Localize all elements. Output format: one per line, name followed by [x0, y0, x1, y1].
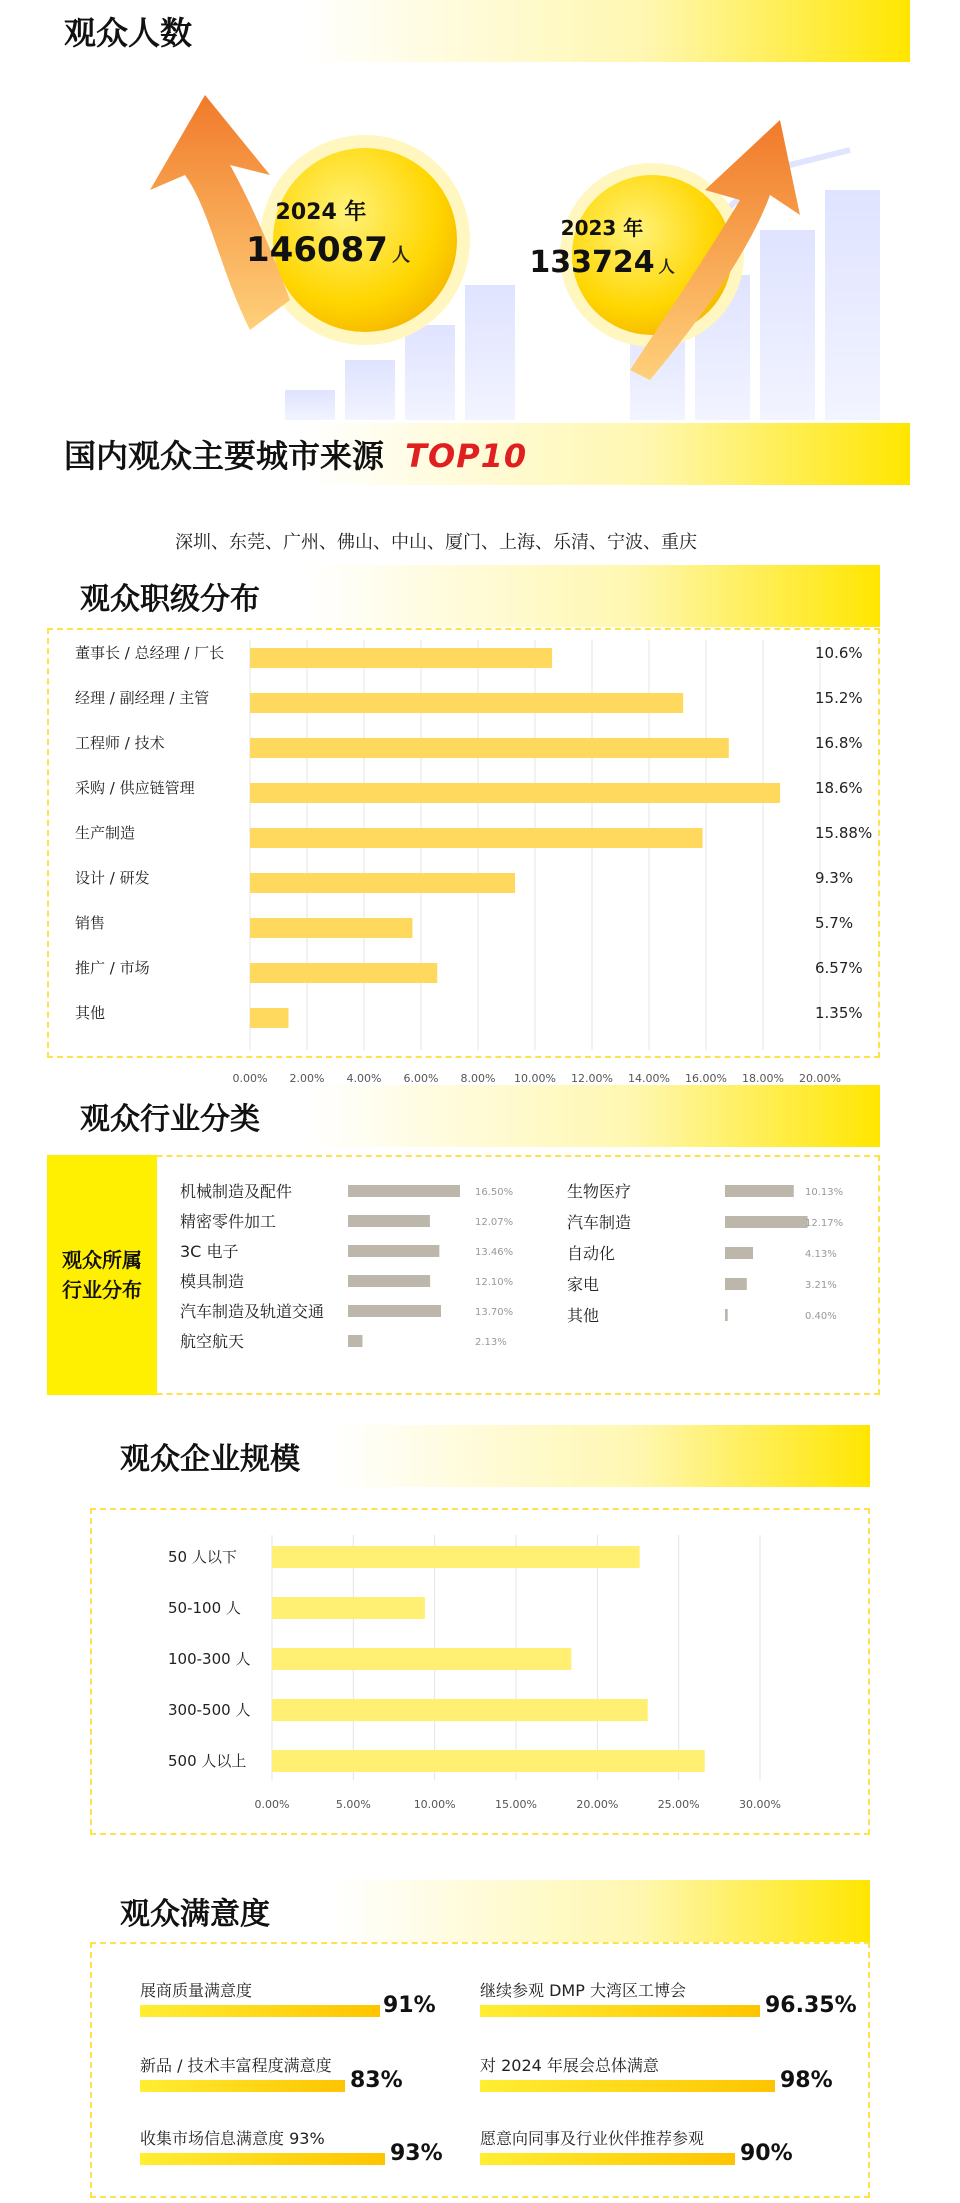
x-tick-label: 5.00%: [335, 1798, 371, 1811]
category-label: 其他: [75, 1004, 106, 1022]
x-tick-label: 4.00%: [346, 1072, 382, 1085]
category-label: 汽车制造及轨道交通: [180, 1302, 325, 1321]
value-label: 5.7%: [815, 914, 854, 932]
category-label: 工程师 / 技术: [75, 734, 165, 752]
value-label: 16.50%: [475, 1187, 514, 1198]
category-label: 生产制造: [75, 824, 136, 842]
top10-badge: TOP10: [405, 437, 528, 475]
value-label: 4.13%: [805, 1249, 837, 1260]
value-label: 18.6%: [815, 779, 863, 797]
satisfaction-title: 观众满意度: [120, 1897, 270, 1932]
bar: [272, 1546, 640, 1568]
value-label: 13.70%: [475, 1307, 514, 1318]
industry-title: 观众行业分类: [80, 1102, 260, 1137]
x-tick-label: 20.00%: [799, 1072, 841, 1085]
satisfaction-bar: [140, 2005, 380, 2017]
satisfaction-label: 收集市场信息满意度 93%: [140, 2129, 325, 2148]
category-label: 家电: [567, 1275, 600, 1294]
x-tick-label: 25.00%: [657, 1798, 700, 1811]
unit-label: 人: [658, 257, 675, 276]
value-label: 16.8%: [815, 734, 863, 752]
x-tick-label: 20.00%: [576, 1798, 619, 1811]
value-label: 15.2%: [815, 689, 863, 707]
category-label: 推广 / 市场: [75, 959, 150, 977]
satisfaction-value: 91%: [383, 1993, 436, 2018]
category-label: 500 人以上: [168, 1752, 247, 1770]
visitor-count-2023: 133724: [529, 245, 655, 280]
satisfaction-value: 93%: [390, 2141, 443, 2166]
category-label: 经理 / 副经理 / 主管: [75, 689, 210, 707]
satisfaction-value: 90%: [740, 2141, 793, 2166]
value-label: 13.46%: [475, 1247, 514, 1258]
category-label: 自动化: [567, 1244, 616, 1263]
cities-title-text: 国内观众主要城市来源: [64, 437, 385, 475]
satisfaction-value: 98%: [780, 2068, 833, 2093]
value-label: 2.13%: [475, 1337, 507, 1348]
value-label: 3.21%: [805, 1280, 837, 1291]
year-2024-label: 2024 年: [275, 200, 367, 225]
x-tick-label: 10.00%: [413, 1798, 456, 1811]
year-2023-label: 2023 年: [560, 216, 644, 240]
value-label: 15.88%: [815, 824, 873, 842]
bar: [272, 1750, 705, 1772]
satisfaction-label: 继续参观 DMP 大湾区工博会: [480, 1981, 686, 2000]
value-label: 12.07%: [475, 1217, 514, 1228]
satisfaction-bar: [480, 2080, 775, 2092]
satisfaction-label: 新品 / 技术丰富程度满意度: [140, 2056, 332, 2075]
bar: [272, 1699, 648, 1721]
bar: [272, 1597, 425, 1619]
satisfaction-label: 愿意向同事及行业伙伴推荐参观: [480, 2129, 705, 2148]
satisfaction-bar: [140, 2080, 345, 2092]
category-label: 采购 / 供应链管理: [75, 779, 195, 797]
satisfaction-bar: [480, 2005, 760, 2017]
x-tick-label: 30.00%: [739, 1798, 781, 1811]
x-tick-label: 12.00%: [571, 1072, 613, 1085]
category-label: 50 人以下: [168, 1548, 237, 1566]
category-label: 生物医疗: [567, 1182, 632, 1201]
x-tick-label: 15.00%: [495, 1798, 537, 1811]
value-label: 10.6%: [815, 644, 863, 662]
satisfaction-value: 96.35%: [765, 1993, 857, 2018]
category-label: 3C 电子: [180, 1242, 239, 1261]
category-label: 其他: [567, 1306, 600, 1325]
cities-list: 深圳、东莞、广州、佛山、中山、厦门、上海、乐清、宁波、重庆: [175, 532, 697, 553]
satisfaction-bar: [140, 2153, 385, 2165]
value-label: 1.35%: [815, 1004, 863, 1022]
category-label: 模具制造: [180, 1272, 245, 1291]
industry-side-label: 观众所属行业分布: [62, 1248, 142, 1302]
value-label: 10.13%: [805, 1187, 844, 1198]
value-label: 12.10%: [475, 1277, 514, 1288]
satisfaction-bar: [480, 2153, 735, 2165]
job-title: 观众职级分布: [80, 582, 260, 617]
x-tick-label: 10.00%: [514, 1072, 556, 1085]
x-tick-label: 18.00%: [742, 1072, 784, 1085]
satisfaction-header: [100, 1880, 870, 1942]
category-label: 设计 / 研发: [75, 869, 150, 887]
x-tick-label: 14.00%: [628, 1072, 670, 1085]
value-label: 6.57%: [815, 959, 863, 977]
x-tick-label: 16.00%: [685, 1072, 727, 1085]
x-tick-label: 0.00%: [254, 1798, 290, 1811]
category-label: 300-500 人: [168, 1701, 251, 1719]
x-tick-label: 2.00%: [289, 1072, 325, 1085]
unit-label: 人: [391, 245, 410, 266]
x-tick-label: 0.00%: [232, 1072, 268, 1085]
category-label: 汽车制造: [567, 1213, 632, 1232]
category-label: 50-100 人: [168, 1599, 241, 1617]
scale-title: 观众企业规模: [120, 1442, 300, 1477]
category-label: 董事长 / 总经理 / 厂长: [75, 644, 225, 662]
value-label: 9.3%: [815, 869, 854, 887]
x-tick-label: 6.00%: [403, 1072, 439, 1085]
category-label: 航空航天: [180, 1332, 245, 1351]
value-label: 0.40%: [805, 1311, 837, 1322]
visitor-count-2024: 146087: [246, 230, 388, 270]
category-label: 机械制造及配件: [180, 1182, 293, 1201]
bar: [272, 1648, 571, 1670]
satisfaction-label: 对 2024 年展会总体满意: [480, 2056, 659, 2075]
x-tick-label: 8.00%: [460, 1072, 496, 1085]
satisfaction-label: 展商质量满意度: [140, 1981, 253, 2000]
value-label: 12.17%: [805, 1218, 844, 1229]
category-label: 销售: [75, 914, 106, 932]
category-label: 100-300 人: [168, 1650, 251, 1668]
visitors-title: 观众人数: [64, 14, 193, 52]
category-label: 精密零件加工: [180, 1212, 277, 1231]
satisfaction-value: 83%: [350, 2068, 403, 2093]
